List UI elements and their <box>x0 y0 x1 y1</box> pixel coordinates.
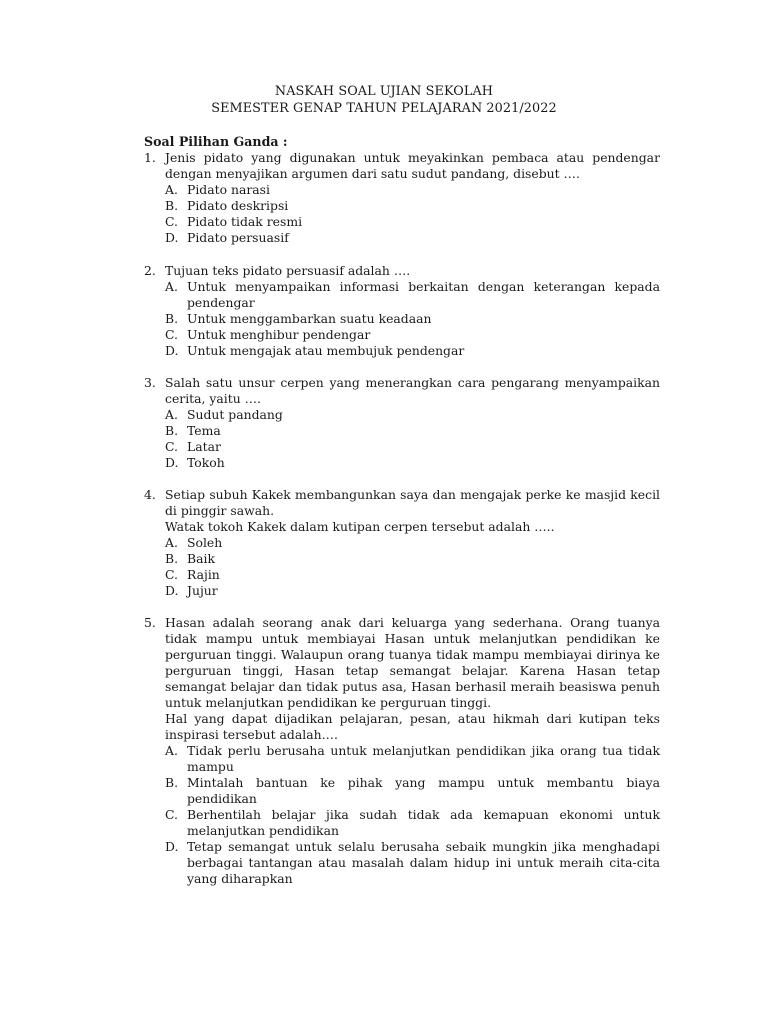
option-letter: A. <box>165 182 178 197</box>
option-text: Baik <box>187 551 215 566</box>
question-4 <box>144 487 660 599</box>
question-3 <box>144 375 660 471</box>
question-number: 3. <box>144 375 156 390</box>
question-number: 5. <box>144 615 156 630</box>
option-b <box>165 198 660 214</box>
option-text: Tema <box>187 423 221 438</box>
option-d <box>165 230 660 246</box>
option-b <box>165 311 660 327</box>
option-letter: B. <box>165 775 179 790</box>
option-letter: D. <box>165 839 179 854</box>
option-text: Soleh <box>187 535 223 550</box>
question-text: Jenis pidato yang digunakan untuk meyakinkan pembaca atau pendengar dengan menyajikan argumen dari satu sudut pandang, disebut …. <box>165 150 660 181</box>
question-text: Tujuan teks pidato persuasif adalah …. <box>165 263 411 278</box>
option-letter: B. <box>165 311 179 326</box>
question-number: 2. <box>144 263 156 278</box>
option-text: Tidak perlu berusaha untuk melanjutkan pendidikan jika orang tua tidak mampu <box>187 743 660 774</box>
question-number: 1. <box>144 150 156 165</box>
option-text: Pidato tidak resmi <box>187 214 303 229</box>
option-b <box>165 551 660 567</box>
option-text: Rajin <box>187 567 220 582</box>
option-a <box>165 279 660 311</box>
option-letter: C. <box>165 214 178 229</box>
option-text: Mintalah bantuan ke pihak yang mampu untuk membantu biaya pendidikan <box>187 775 660 806</box>
option-text: Tokoh <box>187 455 225 470</box>
option-letter: D. <box>165 583 179 598</box>
option-a <box>165 535 660 551</box>
option-letter: A. <box>165 743 178 758</box>
option-letter: D. <box>165 343 179 358</box>
option-d <box>165 455 660 471</box>
option-letter: B. <box>165 551 179 566</box>
option-c <box>165 807 660 839</box>
option-a <box>165 182 660 198</box>
option-c <box>165 439 660 455</box>
option-d <box>165 839 660 887</box>
question-text: Salah satu unsur cerpen yang menerangkan cara pengarang menyampaikan cerita, yaitu …. <box>165 375 660 406</box>
option-letter: D. <box>165 230 179 245</box>
option-c <box>165 567 660 583</box>
option-d <box>165 583 660 599</box>
option-letter: A. <box>165 279 178 294</box>
option-letter: A. <box>165 535 178 550</box>
question-5 <box>144 615 660 887</box>
question-number: 4. <box>144 487 156 502</box>
option-letter: C. <box>165 807 178 822</box>
option-text: Untuk menghibur pendengar <box>187 327 371 342</box>
option-text: Sudut pandang <box>187 407 283 422</box>
option-letter: B. <box>165 198 179 213</box>
option-b <box>165 423 660 439</box>
option-text: Pidato persuasif <box>187 230 289 245</box>
option-letter: C. <box>165 327 178 342</box>
option-text: Latar <box>187 439 221 454</box>
option-text: Jujur <box>187 583 218 598</box>
exam-title: NASKAH SOAL UJIAN SEKOLAH <box>274 84 494 99</box>
option-b <box>165 775 660 807</box>
option-letter: C. <box>165 439 178 454</box>
option-letter: A. <box>165 407 178 422</box>
exam-subtitle: SEMESTER GENAP TAHUN PELAJARAN 2021/2022 <box>211 101 557 116</box>
option-d <box>165 343 660 359</box>
option-text: Pidato deskripsi <box>187 198 289 213</box>
option-a <box>165 407 660 423</box>
section-heading: Soal Pilihan Ganda : <box>144 134 288 149</box>
option-a <box>165 743 660 775</box>
question-prompt: Watak tokoh Kakek dalam kutipan cerpen tersebut adalah ….. <box>165 519 555 534</box>
option-text: Untuk mengajak atau membujuk pendengar <box>187 343 465 358</box>
option-text: Untuk menyampaikan informasi berkaitan dengan keterangan kepada pendengar <box>187 279 660 310</box>
option-text: Untuk menggambarkan suatu keadaan <box>187 311 432 326</box>
question-text: Setiap subuh Kakek membangunkan saya dan mengajak perke ke masjid kecil di pinggir sawah. <box>165 487 660 518</box>
option-letter: C. <box>165 567 178 582</box>
option-letter: B. <box>165 423 179 438</box>
option-text: Pidato narasi <box>187 182 270 197</box>
option-text: Tetap semangat untuk selalu berusaha sebaik mungkin jika menghadapi berbagai tantangan atau masalah dalam hidup ini untuk meraih cita-cita yang diharapkan <box>187 839 660 886</box>
question-prompt: Hal yang dapat dijadikan pelajaran, pesan, atau hikmah dari kutipan teks inspirasi tersebut adalah…. <box>165 711 660 742</box>
question-1 <box>144 150 660 246</box>
question-2 <box>144 263 660 359</box>
option-c <box>165 327 660 343</box>
option-c <box>165 214 660 230</box>
option-text: Berhentilah belajar jika sudah tidak ada kemapuan ekonomi untuk melanjutkan pendidikan <box>187 807 660 838</box>
question-text: Hasan adalah seorang anak dari keluarga yang sederhana. Orang tuanya tidak mampu untuk membiayai Hasan untuk melanjutkan pendidikan ke perguruan tinggi. Walaupun orang tuanya tidak mampu membiayai dirinya ke perguruan tinggi, Hasan tetap semangat belajar. Karena Hasan tetap semangat belajar dan tidak putus asa, Hasan berhasil meraih beasiswa penuh untuk melanjutkan pendidikan ke perguruan tinggi. <box>165 615 660 710</box>
option-letter: D. <box>165 455 179 470</box>
